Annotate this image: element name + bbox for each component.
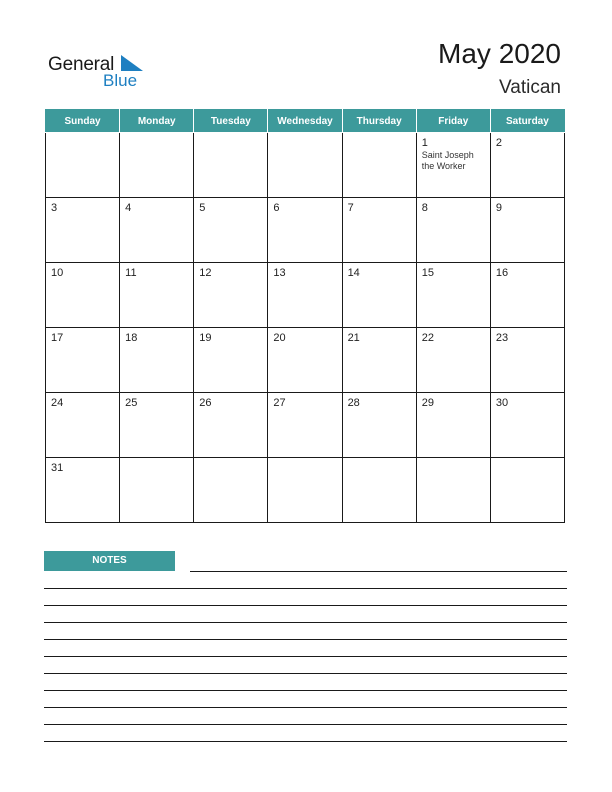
logo-text-general: General xyxy=(48,54,115,75)
day-number: 14 xyxy=(347,267,360,279)
day-number: 19 xyxy=(199,332,212,344)
general-blue-logo xyxy=(48,52,158,92)
day-cell xyxy=(416,328,490,393)
day-number: 24 xyxy=(51,397,64,409)
day-number: 23 xyxy=(495,332,509,344)
day-number: 10 xyxy=(51,267,64,279)
day-number: 26 xyxy=(199,397,212,409)
day-cell xyxy=(120,393,194,458)
day-number: 15 xyxy=(421,267,434,279)
day-number: 31 xyxy=(51,462,64,474)
week-row xyxy=(46,263,565,328)
day-cell xyxy=(416,263,490,328)
day-number: 4 xyxy=(125,202,132,214)
day-number: 28 xyxy=(347,397,360,409)
logo-text-blue: Blue xyxy=(103,71,138,90)
day-number: 22 xyxy=(421,332,434,344)
day-cell xyxy=(268,133,342,198)
logo-triangle-icon xyxy=(121,55,143,71)
week-row xyxy=(46,328,565,393)
day-cell xyxy=(416,198,490,263)
weekday-header: Monday xyxy=(120,110,194,133)
day-cell xyxy=(120,458,194,523)
note-line xyxy=(190,571,567,572)
day-cell xyxy=(416,458,490,523)
day-number: 29 xyxy=(421,397,434,409)
weekday-header: Tuesday xyxy=(194,110,268,133)
day-cell xyxy=(120,198,194,263)
day-cell xyxy=(490,133,564,198)
day-cell xyxy=(194,393,268,458)
note-line xyxy=(44,707,567,708)
day-number: 18 xyxy=(125,332,138,344)
week-row xyxy=(46,133,565,198)
weekday-header: Saturday xyxy=(490,110,564,133)
day-number: 20 xyxy=(273,332,286,344)
day-number: 5 xyxy=(199,202,206,214)
day-cell xyxy=(120,328,194,393)
day-cell xyxy=(342,393,416,458)
day-cell xyxy=(342,133,416,198)
day-cell xyxy=(46,198,120,263)
day-number: 17 xyxy=(51,332,64,344)
weekday-header: Thursday xyxy=(342,110,416,133)
note-line xyxy=(44,639,567,640)
day-cell xyxy=(46,133,120,198)
day-cell xyxy=(416,133,490,198)
day-cell xyxy=(490,198,564,263)
day-cell xyxy=(194,328,268,393)
day-number: 11 xyxy=(125,267,137,279)
day-cell xyxy=(120,263,194,328)
day-cell xyxy=(416,393,490,458)
note-line xyxy=(44,724,567,725)
weekday-header: Friday xyxy=(416,110,490,133)
notes-label: NOTES xyxy=(44,551,175,571)
calendar-country: Vatican xyxy=(499,77,561,98)
day-cell xyxy=(46,458,120,523)
note-line xyxy=(44,741,567,742)
day-number: 21 xyxy=(347,332,360,344)
note-line xyxy=(44,690,567,691)
weekday-header: Wednesday xyxy=(268,110,342,133)
day-cell xyxy=(342,458,416,523)
day-number: 3 xyxy=(51,202,58,214)
weekday-header: Sunday xyxy=(46,110,120,133)
day-cell xyxy=(268,263,342,328)
day-cell xyxy=(268,328,342,393)
day-cell xyxy=(490,263,564,328)
day-number: 12 xyxy=(199,267,212,279)
day-cell xyxy=(490,393,564,458)
day-number: 1 xyxy=(421,137,428,149)
day-number: 6 xyxy=(273,202,280,214)
day-number: 7 xyxy=(347,202,354,214)
day-cell xyxy=(194,198,268,263)
day-cell xyxy=(342,263,416,328)
day-number: 16 xyxy=(495,267,509,279)
week-row xyxy=(46,198,565,263)
day-cell xyxy=(46,263,120,328)
calendar-title: May 2020 xyxy=(438,38,561,69)
day-number: 2 xyxy=(495,137,502,149)
day-cell xyxy=(268,393,342,458)
day-number: 8 xyxy=(421,202,428,214)
day-cell xyxy=(342,328,416,393)
week-row xyxy=(46,458,565,523)
day-cell xyxy=(46,328,120,393)
day-cell xyxy=(342,198,416,263)
day-number: 9 xyxy=(495,202,502,214)
day-cell xyxy=(268,458,342,523)
day-cell xyxy=(490,328,564,393)
day-number: 27 xyxy=(273,397,286,409)
day-number: 13 xyxy=(273,267,286,279)
day-cell xyxy=(194,133,268,198)
day-cell xyxy=(268,198,342,263)
day-cell xyxy=(490,458,564,523)
note-line xyxy=(44,605,567,606)
weekday-header-row xyxy=(46,110,565,133)
day-cell xyxy=(46,393,120,458)
day-cell xyxy=(120,133,194,198)
day-number: 25 xyxy=(125,397,138,409)
note-line xyxy=(44,588,567,589)
note-line xyxy=(44,622,567,623)
calendar-grid xyxy=(45,109,565,523)
holiday-label: Saint Joseph the Worker xyxy=(421,150,474,171)
week-row xyxy=(46,393,565,458)
note-line xyxy=(44,656,567,657)
day-cell xyxy=(194,458,268,523)
day-cell xyxy=(194,263,268,328)
day-number: 30 xyxy=(495,397,509,409)
note-line xyxy=(44,673,567,674)
